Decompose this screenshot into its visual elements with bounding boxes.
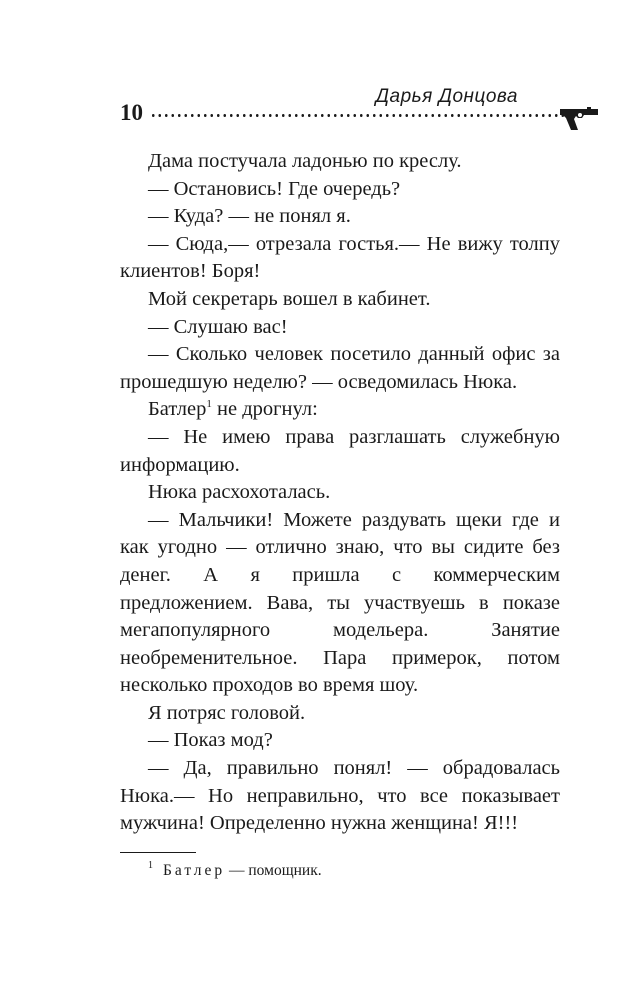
running-header [120, 86, 600, 136]
paragraph-rest: не дрогнул: [211, 398, 318, 421]
paragraph: Я потряс головой. [148, 701, 306, 724]
footnoted-word: Батлер [148, 398, 207, 421]
footnote-term: Батлер [163, 862, 226, 879]
paragraph: — Куда? — не понял я. [148, 205, 351, 228]
paragraph: — Сюда,— отрезала гостья.— Не вижу толпу клиентов! Боря! [120, 232, 560, 283]
page-number: 10 [120, 100, 143, 125]
dotted-leader [150, 114, 566, 117]
paragraph: — Остановись! Где очередь? [148, 177, 401, 200]
footnote-mark: 1 [148, 859, 153, 871]
footnote-ref[interactable]: 1 [206, 397, 212, 410]
body-text [120, 148, 560, 838]
paragraph: Мой секретарь вошел в кабинет. [148, 287, 431, 310]
paragraph: — Не имею права разглашать служебную информацию. [120, 425, 560, 476]
footnote [148, 859, 322, 880]
paragraph: Дама постучала ладонью по креслу. [148, 150, 462, 172]
revolver-icon [560, 106, 600, 132]
paragraph: — Сколько человек посетило данный офис за прошедшую неделю? — осведомилась Нюка. [120, 343, 560, 393]
paragraph: Нюка расхохоталась. [148, 481, 331, 504]
paragraph: — Слушаю вас! [148, 315, 288, 338]
paragraph: — Показ мод? [148, 729, 273, 752]
footnote-divider [120, 852, 196, 853]
paragraph: — Да, правильно понял! — обрадовалась Нюка.— Но неправильно, что все показывает мужчина! Определенно нужна женщина! Я!!! [120, 757, 560, 835]
author-name: Дарья Донцова [375, 86, 518, 107]
paragraph: — Мальчики! Можете раздувать щеки где и как угодно — отлично знаю, что вы сидите без денег. А я пришла с коммерческим предложением. Вава, ты участвуешь в показе мегапопулярного модельера. Занятие необременительное. Пара примерок, потом несколько проходов во время шоу. [120, 508, 560, 697]
footnote-definition: — помощник. [225, 862, 322, 879]
paragraph-with-footnote [120, 396, 560, 424]
